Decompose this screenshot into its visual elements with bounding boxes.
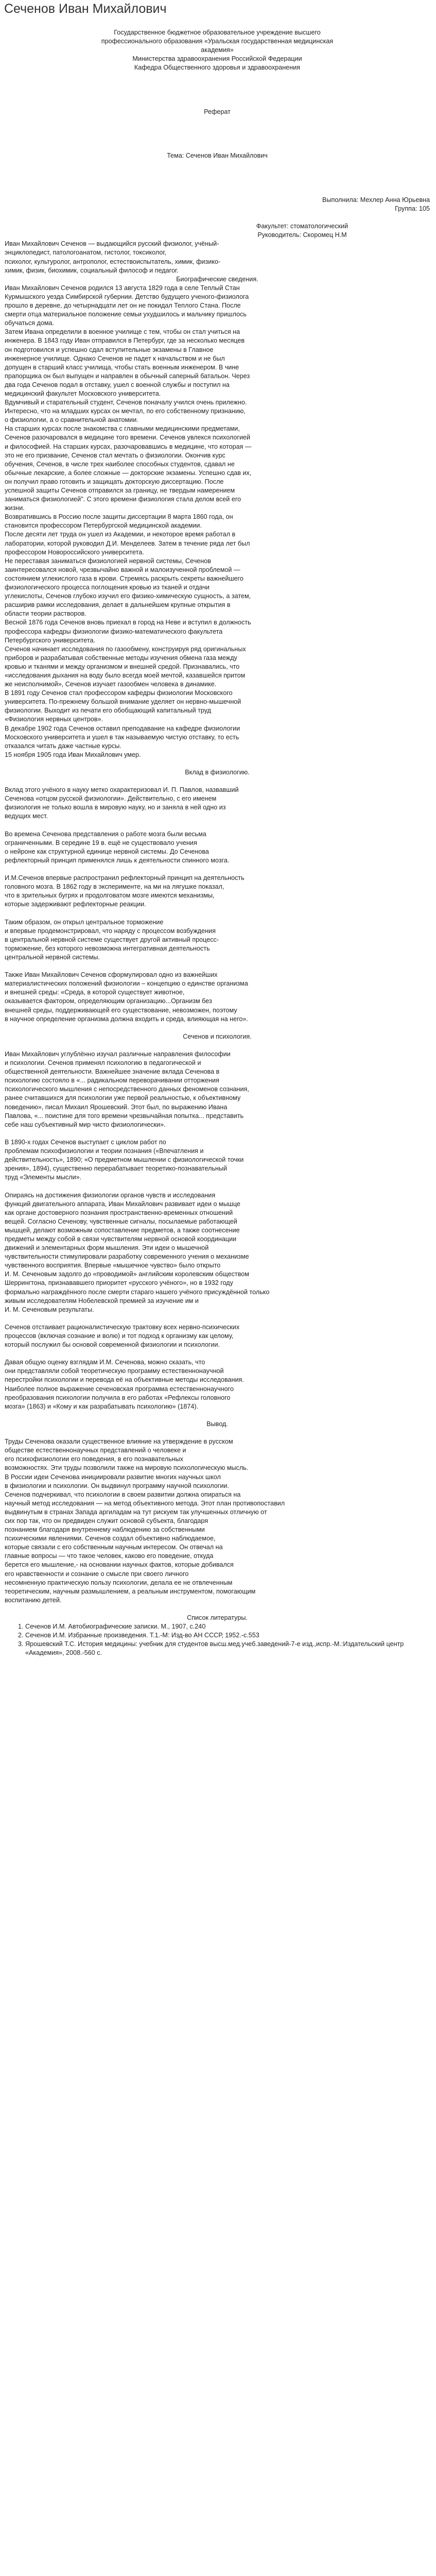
psychology-section xyxy=(5,1050,430,1411)
conclusion-line: его нравственности и сознание о смысле при своего личного xyxy=(5,1570,189,1578)
psychology-line: чувственного восприятия. Впервые «мышечное чувство» было открыто xyxy=(5,1262,221,1269)
group-line: Группа: 105 xyxy=(395,205,430,213)
bio-paragraph xyxy=(5,425,430,513)
physiology-line: физиология не только вошла в мировую науку, но и заняла в ней одно из xyxy=(5,804,226,811)
intro-line: химик, физик, биохимик, социальный философ и педагог. xyxy=(5,266,179,274)
bio-line: «Физиология нервных центров». xyxy=(5,716,103,723)
author-line: Выполнила: Мехлер Анна Юрьевна xyxy=(322,196,430,204)
bio-line: обычные лекарские, а более сложные — докторские экзамены. Успешно сдав их, xyxy=(5,469,252,477)
psychology-line: действительность», 1890; «О предметном мышлении с физиологической точки xyxy=(5,1156,244,1164)
reference-item: 2. Сеченов И.М. Избранные произведения. Т.1.-М: Изд-во АН СССР, 1952.-с.553 xyxy=(25,1631,430,1640)
psychology-line: психологию состояло в «... радикальном переворачивании отторжения xyxy=(5,1077,219,1084)
conclusion-line: берется его мышление,- на основании научных фактов, которые добивался xyxy=(5,1561,234,1569)
header-line: Государственное бюджетное образовательное учреждение высшего xyxy=(114,29,321,37)
psychology-line: процессов (включая сознание и волю) и тот подход к организму как целому, xyxy=(5,1332,234,1340)
conclusion-line: Сеченов подчеркивал, что психологии в своем развитии должна опираться на xyxy=(5,1490,241,1498)
physiology-line: Вклад этого учёного в науку метко охарактеризовал И. П. Павлов, назвавший xyxy=(5,786,239,794)
bio-paragraph xyxy=(5,751,430,759)
physiology-line: Сеченова «отцом русской физиологии». Действительно, с его именем xyxy=(5,795,217,803)
document-body xyxy=(5,20,430,1657)
bio-line: Интересно, что на младших курсах он мечтал, по его собственному признанию, xyxy=(5,408,246,415)
physiology-line: головного мозга. В 1862 году в эксперименте, на ми на лягушке показал, xyxy=(5,883,224,891)
physiology-line: материалистических положений физиологии – концепцию о единстве организма xyxy=(5,980,248,988)
header-line: Кафедра Общественного здоровья и здравоохранения xyxy=(134,64,301,72)
psychology-line: и психологии. Сеченов применял психологию в педагогической и xyxy=(5,1059,201,1067)
bio-line: Возвратившись в Россию после защиты диссертации 8 марта 1860 года, он xyxy=(5,513,233,521)
bio-line: медицинский факультет Московского университета. xyxy=(5,389,161,397)
bio-line: «исследования дыхания на воду было всегда моей мечтой, казавшейся притом xyxy=(5,671,246,679)
bio-line: физиологического процесса поглощения кровью из тканей и отдачи xyxy=(5,584,210,591)
conclusion-line: выдвинутым в странах Запада аргиладам на тут рискуем так улучшенных отличную от xyxy=(5,1508,267,1516)
bio-section xyxy=(5,284,430,759)
psychology-paragraph xyxy=(5,1191,430,1314)
psychology-line: себе наш субъективный мир чисто физиологически». xyxy=(5,1121,166,1128)
header-line: Министерства здравоохранения Российской Федерации xyxy=(132,55,302,63)
document-type: Реферат xyxy=(204,108,231,115)
bio-line: успешной защиты Сеченов отправился за границу, не твердым намерением xyxy=(5,487,235,495)
bio-line: углекислоты, Сеченов глубоко изучил его физико-химическую сущность, а затем, xyxy=(5,592,251,600)
bio-line: инженерное училище. Однако Сеченов не падет к начальством и не был xyxy=(5,354,225,362)
conclusion-line: в физиологии и психологии. Он выдвинул программу научной психологии. xyxy=(5,1482,229,1489)
bio-line: два года Сеченов подал в отставку, ушел с военной службы и поступил на xyxy=(5,381,230,388)
psychology-line: перестройки психологии и перевода её на объективные методы исследования. xyxy=(5,1376,244,1384)
physiology-paragraph xyxy=(5,874,430,909)
page-title: Сеченов Иван Михайлович xyxy=(4,2,167,16)
bio-line: допущен в старший класс училища, чтобы стать военным инженером. В чине xyxy=(5,363,239,371)
physiology-line: и внешней среды: «Среда, в которой существует животное, xyxy=(5,989,185,996)
physiology-line: торможение, без которого невозможна интегративная деятельность xyxy=(5,944,210,952)
bio-line: состоянием углекислого газа в крови. Стремясь раскрыть секреты важнейшего xyxy=(5,574,243,582)
bio-line: области теории растворов. xyxy=(5,610,86,618)
conclusion-heading: Вывод. xyxy=(206,1420,228,1428)
conclusion-line: его психофизиологии его поведения, в его познавательных xyxy=(5,1455,183,1463)
bio-line: Курмышского уезда Симбирской губернии. Детство будущего ученого-физиолога xyxy=(5,293,249,300)
bio-line: На старших курсах после знакомства с главными медицинскими предметами, xyxy=(5,425,240,433)
physiology-line: и впервые продемонстрировал, что наряду с процессом возбуждения xyxy=(5,927,216,935)
conclusion-line: В России идеи Сеченова инициировали развитие многих научных школ xyxy=(5,1473,221,1481)
psychology-line: Давая общую оценку взглядам И.М. Сеченова, можно сказать, что xyxy=(5,1359,205,1366)
bio-line: университета. По-прежнему большой внимание уделяет он нервно-мышечной xyxy=(5,698,241,706)
psychology-heading: Сеченов и психология. xyxy=(183,1032,252,1040)
document-topic: Тема: Сеченов Иван Михайлович xyxy=(167,152,268,160)
bio-line: обучения, Сеченов, в числе трех наиболее способных студентов, сдавал не xyxy=(5,460,235,468)
bio-line: Сеченов начинает исследования по газообмену, конструируя ряд оригинальных xyxy=(5,645,246,653)
bio-line: профессора кафедры физиологии физико-математического факультета xyxy=(5,628,223,635)
author-block xyxy=(5,196,430,213)
psychology-paragraph xyxy=(5,1138,430,1182)
references-list xyxy=(5,1622,430,1657)
bio-line: он подготовился и успешно сдал вступительные экзамены в Главное xyxy=(5,346,214,353)
psychology-line: психологического мышления с непосредственного данных феноменов сознания, xyxy=(5,1086,249,1093)
bio-line: отказался читать даже частные курсы. xyxy=(5,742,121,750)
psychology-line: И. М. Сеченовым результаты. xyxy=(5,1306,94,1313)
physiology-paragraph xyxy=(5,918,430,962)
bio-line: Московского университета и ушел в так называемую чистую отставку, то есть xyxy=(5,733,239,741)
bio-line: Сеченов разочаровался в медицине того времени. Сеченов увлекся психологией xyxy=(5,434,251,442)
bio-line: обучаться дома. xyxy=(5,319,54,327)
psychology-line: ранее считавшихся для психологии уже первой реальностью, к объективному xyxy=(5,1094,241,1102)
bio-line: 15 ноября 1905 года Иван Михайлович умер. xyxy=(5,751,141,758)
physiology-line: в центральной нервной системе существует другой активный процесс- xyxy=(5,936,219,943)
psychology-line: функций двигательного аппарата, Иван Михайлович развивает идеи о мышце xyxy=(5,1200,240,1208)
physiology-line: рефлекторный принцип применялся лишь к деятельности спинного мозга. xyxy=(5,856,230,864)
physiology-line: И.М.Сеченов впервые распространил рефлекторный принцип на деятельность xyxy=(5,874,245,882)
bio-line: кровью и тканями и между организмом и внешней средой. Признавались, что xyxy=(5,663,240,670)
bio-line: жизни. xyxy=(5,504,25,512)
psychology-line: мышцей, делают возможным сопоставление предметов, а также соотнесение xyxy=(5,1226,240,1234)
intro-line: энциклопедист, патологоанатом, гистолог, токсиколог, xyxy=(5,249,166,257)
conclusion-line: научный метод исследования — на метод объективного метода. Этот план противопоставил xyxy=(5,1499,285,1507)
psychology-line: как органе достоверного познания пространственно-временных отношений xyxy=(5,1209,233,1216)
bio-line: Иван Михайлович Сеченов родился 13 августа 1829 года в селе Теплый Стан xyxy=(5,284,240,292)
supervisor-line: Руководитель: Скоромец Н.М xyxy=(257,231,347,239)
physiology-line: о нейроне как структурной единице нервной системы. До Сеченова xyxy=(5,848,209,855)
header-line: профессионального образования «Уральская государственная медицинская xyxy=(101,38,334,45)
reference-item: 1. Сеченов И.М. Автобиографические записки. М., 1907, с.240 xyxy=(25,1622,430,1631)
bio-line: и философией. На старших курсах, разочаровавшись в медицине, что которая — xyxy=(5,443,252,450)
bio-line: заниматься физиологией". С этого времени физиология стала делом всей его xyxy=(5,496,241,503)
intro-line: психолог, культуролог, антрополог, естествоиспытатель, химик, физико- xyxy=(5,258,221,265)
physiology-paragraph xyxy=(5,786,430,821)
bio-paragraph xyxy=(5,724,430,751)
bio-paragraph xyxy=(5,284,430,328)
psychology-line: Опираясь на достижения физиологии органов чувств и исследования xyxy=(5,1191,216,1199)
bio-line: смерти отца материальное положение семьи ухудшилось и мальчику пришлось xyxy=(5,311,247,318)
conclusion-line: которые связали с его собственным научным интересом. Он отвечал на xyxy=(5,1544,223,1551)
psychology-line: вещей. Согласно Сеченову, чувственные сигналы, посылаемые работающей xyxy=(5,1217,237,1225)
bio-line: Весной 1876 года Сеченов вновь приехал в город на Неве и вступил в должность xyxy=(5,619,251,626)
conclusion-line: познанием благодаря внутреннему наблюдению за собственными xyxy=(5,1526,205,1534)
header-line: академия» xyxy=(201,46,234,54)
conclusion-line: главные вопросы — что такое человек, каково его поведение, откуда xyxy=(5,1552,214,1560)
psychology-paragraph xyxy=(5,1050,430,1129)
conclusion-line: психическими явлениями. Сеченов создал объективно наблюдаемое, xyxy=(5,1535,216,1543)
psychology-line: который послужил бы основой современной физиологии и психологии. xyxy=(5,1341,220,1349)
reference-item: 3. Ярошевский Т.С. История медицины: учебник для студентов высш.мед.учеб.заведений-7-е изд.,испр.-М.:Издательский центр «Академия», 2008.-560 с. xyxy=(25,1640,430,1657)
bio-line: Не переставая заниматься физиологией нервной системы, Сеченов xyxy=(5,557,211,565)
bio-paragraph xyxy=(5,645,430,689)
bio-line: После десяти лет труда он ушел из Академии, и некоторое время работал в xyxy=(5,531,236,538)
bio-line: приборов и разрабатывая собственные методы изучения обмена газа между xyxy=(5,654,237,662)
bio-line: прапорщика он был выпущен и направлен в обычный саперный батальон. Через xyxy=(5,372,250,380)
psychology-line: поведению», писал Михаил Ярошевский. Этот был, по выражению Ивана xyxy=(5,1103,228,1111)
references-heading: Список литературы. xyxy=(187,1614,248,1622)
intro-paragraph xyxy=(5,240,430,275)
psychology-line: движений и элементарных форм мышления. Эти идеи о мышечной xyxy=(5,1244,209,1252)
conclusion-line: сих пор так, что он предвиден служит основой субъекта, благодаря xyxy=(5,1517,208,1524)
bio-line: физиологии. Выходит из печати его обобщающий капитальный труд xyxy=(5,707,211,715)
conclusion-line: обществе естественнонаучных представлений о человеке и xyxy=(5,1447,186,1454)
bio-line: он получил право готовить и защищать докторскую диссертацию. После xyxy=(5,478,224,485)
physiology-line: Также Иван Михайлович Сеченов сформулировал одно из важнейших xyxy=(5,971,218,979)
physiology-heading: Вклад в физиологию. xyxy=(185,769,250,776)
psychology-line: Наиболее полное выражение сеченовская программа естественнонаучного xyxy=(5,1385,234,1393)
physiology-paragraph xyxy=(5,830,430,865)
bio-line: заинтересовался новой, чрезвычайно важной и малоизученной проблемой — xyxy=(5,566,240,573)
conclusion-section xyxy=(5,1437,430,1605)
psychology-line: они представляли собой теоретическую программу естественнонаучной xyxy=(5,1367,224,1375)
bio-paragraph xyxy=(5,618,430,645)
conclusion-line: воспитанию детей. xyxy=(5,1596,62,1604)
psychology-line: проблемам психофизиологии и теории познания («Впечатления и xyxy=(5,1147,204,1155)
conclusion-line: возможностях. Эти труды позволили также на мировую психологическую мысль. xyxy=(5,1464,249,1472)
physiology-line: оказывается фактором, определяющим организацию...Организм без xyxy=(5,997,212,1005)
bio-line: В декабре 1902 года Сеченов оставил преподавание на кафедре физиологии xyxy=(5,724,240,732)
physiology-paragraph xyxy=(5,971,430,1024)
psychology-line: труд «Элементы мысли». xyxy=(5,1174,82,1181)
bio-paragraph xyxy=(5,689,430,724)
physiology-line: в научное определение организма должна входить и среда, влияющая на него». xyxy=(5,1015,248,1023)
faculty-line: Факультет: стоматологический xyxy=(256,223,348,230)
conclusion-paragraph xyxy=(5,1437,430,1605)
physiology-line: ограниченными. В середине 19 в. ещё не существовало учения xyxy=(5,839,197,846)
bio-heading: Биографические сведения. xyxy=(176,275,258,283)
bio-paragraph xyxy=(5,530,430,556)
physiology-line: что в зрительных бугрях и продолговатом мозге имеются механизмы, xyxy=(5,892,215,900)
psychology-line: Сеченов отстаивает рационалистическую трактовку всех нервно-психических xyxy=(5,1323,240,1331)
psychology-line: Павлова, «... поистине для того времени чрезвычайная попытка... представить xyxy=(5,1112,244,1120)
psychology-line: зрения», 1894), существенно перерабатывает теоретико-познавательный xyxy=(5,1165,228,1173)
psychology-line: общественной деятельности. Важнейшее значение вклада Сеченова в xyxy=(5,1068,220,1076)
bio-line: профессором Новороссийского университета. xyxy=(5,548,144,556)
bio-paragraph xyxy=(5,557,430,619)
psychology-paragraph xyxy=(5,1358,430,1411)
physiology-line: ведущих мест. xyxy=(5,812,48,820)
bio-line: Петербургского университета. xyxy=(5,636,95,644)
bio-line: прошло в деревне, до четырнадцати лет он не покидал Теплого Стана. После xyxy=(5,302,241,310)
physiology-line: Во времена Сеченова представления о работе мозга были весьма xyxy=(5,830,206,838)
psychology-paragraph xyxy=(5,1323,430,1349)
bio-line: Затем Ивана определили в военное училище с тем, чтобы он стал учиться на xyxy=(5,328,240,336)
intro-line: Иван Михайлович Сеченов — выдающийся русский физиолог, учёный- xyxy=(5,240,219,248)
bio-line: лаборатории, которой руководил Д.И. Менделеев. Затем в течение ряда лет был xyxy=(5,539,250,547)
psychology-line: формально награждённого после смерти стараго нашего учёного присуждённой только xyxy=(5,1288,270,1296)
psychology-line: живым исследователям Нобелевской премией за изучение им и xyxy=(5,1297,199,1304)
bio-line: Вдумчивый и старательный студент, Сеченов поначалу учился очень прилежно. xyxy=(5,399,247,406)
physiology-line: центральной нервной системы. xyxy=(5,953,100,961)
institution-header xyxy=(5,28,430,72)
conclusion-line: теоретическим, научным размышлением, а реальным инструментом, помогающим xyxy=(5,1587,256,1595)
physiology-section xyxy=(5,786,430,1024)
bio-line: инженера. В 1843 году Иван отправился в Петербург, где за несколько месяцев xyxy=(5,337,245,345)
bio-paragraph xyxy=(5,398,430,425)
psychology-line: Иван Михайлович углублённо изучал различные направления философии xyxy=(5,1050,231,1058)
bio-paragraph xyxy=(5,328,430,398)
physiology-line: которые задерживают рефлекторные реакции. xyxy=(5,901,146,908)
faculty-block xyxy=(5,222,430,240)
psychology-line: мозга» (1863) и «Кому и как разрабатывать психологию» (1874). xyxy=(5,1402,199,1410)
physiology-line: внешней среды, поддерживающей его существование, невозможен, поэтому xyxy=(5,1006,237,1014)
physiology-line: Таким образом, он открыл центральное торможение xyxy=(5,918,164,926)
bio-line: о физиологии, а о сравнительной анатомии. xyxy=(5,416,138,424)
psychology-line: преобразования психологии получила в его работах «Рефлексы головного xyxy=(5,1394,231,1401)
bio-line: это не его призвание, Сеченов стал мечтать о физиологии. Окончив курс xyxy=(5,451,225,459)
psychology-line: чувствительности стимулировали разработку современного учения о механизме xyxy=(5,1253,249,1261)
psychology-line: И. М. Сеченовым задолго до «проводимой» английским королевским обществом xyxy=(5,1270,249,1278)
conclusion-line: Труды Сеченова оказали существенное влияние на утверждение в русском xyxy=(5,1438,233,1446)
bio-line: же неисполнимой», Сеченов изучает газообмен человека в динамике. xyxy=(5,681,217,688)
psychology-line: Шеррингтона, признававшего приоритет «русского учёного», но в 1932 году xyxy=(5,1279,233,1287)
conclusion-line: несомненную практическую пользу психологии, делала ее не отвлеченным xyxy=(5,1579,233,1586)
bio-line: В 1891 году Сеченов стал профессором кафедры физиологии Московского xyxy=(5,689,233,697)
bio-paragraph xyxy=(5,513,430,530)
bio-line: расширив рамки исследования, делает в дальнейшем крупные открытия в xyxy=(5,601,231,609)
psychology-line: предметы между собой в связи чувствителям нервной основой координации xyxy=(5,1235,237,1243)
bio-line: становится профессором Петербургской медицинской академии. xyxy=(5,522,202,530)
psychology-line: В 1890-х годах Сеченов выступает с циклом работ по xyxy=(5,1138,166,1146)
